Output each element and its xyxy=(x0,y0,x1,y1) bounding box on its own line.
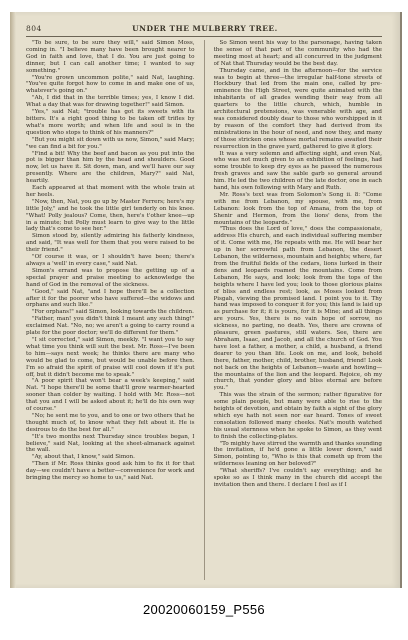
paragraph: "I sit corrected," said Simon, meekly. "I want you to say what time you think will suit the best. Mr. Ross—I've been to him—says next week; he thinks there are many who would be glad to come, but would be unable before then. I'm so afraid the spirit of praise will cool down if it's put off, but it didn't become me to speak." xyxy=(26,336,195,378)
page-number: 804 xyxy=(26,23,42,33)
book-spine-shadow xyxy=(10,12,16,588)
right-column xyxy=(214,40,383,580)
image-caption: 20020060159_P556 xyxy=(143,602,265,617)
paragraph: "What sheriffs? I've couldn't say everything; and he spoke so as I think many in the church did accept the invitation then and there. I declare I feel as if I xyxy=(213,468,382,488)
paragraph: "Good," said Nat, "and I hope there'll be a collection after it for the poorer who have suffered—the widows and orphans and such like." xyxy=(26,288,195,309)
paragraph: "Find a bit! Why the beef and bacon as you put into the pot is bigger than him by the head and shoulders. Good now, let us have it. Sit down, man, and we'll have our say presently. Where are the children, Mary?" said Nat, heartily. xyxy=(26,150,195,185)
paragraph: Each appeared at that moment with the whole train at her heels. xyxy=(26,185,195,198)
paragraph: "Of course it was, or I shouldn't have been; there's always a 'well' in every case," said Nat. xyxy=(26,254,195,267)
running-title: UNDER THE MULBERRY TREE. xyxy=(132,23,278,33)
paragraph: Simon stood by, silently admiring his fatherly kindness, and said, "It was well for them that you were raised to be their friend." xyxy=(26,233,195,254)
paragraph: Thursday came, and in the afternoon—for the service was to begin at three—the irregular half-tone streets of Hockbury that led from the main one, called by pre-eminence the High Street, were quite animated with the inhabitants of all grades wending their way from all quarters to the little church, which, humble in architectural pretensions, was venerable with age, and was considered doubly dear to those who worshipped in it by reason of the comfort they had derived from its ministrations in the hour of need, and now they, and many of those stricken ones whose mortal remains awaited their resurrection in the grave yard, gathered to give it glory. xyxy=(213,67,382,150)
paragraph: "Yes," said Nat; "trouble has got its sweets with its bitters. It's a right good thing to be taken off trifles by what's more worth; and when life and soul is in the question who stops to think of his manners?" xyxy=(26,109,195,136)
paragraph: "But you might sit down with us now, Simon," said Mary; "we can find a bit for you." xyxy=(26,136,195,150)
paragraph: "To mighty have stirred the warmth and thanks sounding the invitation, if he'd gone a little lower down," said Simon, pointing to, "Who is this that cometh up from the wilderness leaning on her beloved?" xyxy=(213,440,382,468)
paragraph: "No; he sent me to you, and to one or two others that he thought much of, to know what they felt about it. He is desirous to do the best for all." xyxy=(26,412,195,433)
paragraph: "Thus does the Lord of love," does the compassionate, address His church, and each individual suffering member of it. Come with me, He repeats with me. He will bear her up in her sorrowful path from Lebanon, the desert Lebanon, the wilderness, mountain and heights; where, far from the fruitful fields of the cedars, lions lurked in their dens and leopards roamed the mountains. Come from Lebanon, He says, and look; look from the tops of the heights where I have led you; look to those glorious plains of bliss and endless rest; look, as Moses looked from Pisgah, viewing the promised land. I point you to it. Thy hand was imposed to conquer it for you; this land is laid up as purchase for it; it is yours, for it is Mine; and all things are yours. Yes, there is no vain hope of sorrow, no sickness, no parting, no death. Yes, there are crowns of pleasure, green pastures, still waters. See, there are Abraham, Isaac, and Jacob, and all the church of God. You have lost a father, a mother, a child, a husband, a friend dearer to you than life. Look on me, and look, behold there, father, mother, child, brother, husband, friend! Look not back on the heights of Lebanon—waste and howling—the mountains of the lion and the leopard. Rejoice, oh my church, that yonder glory and bliss eternal are before you." xyxy=(213,226,382,392)
paragraph: "Ah, I did that in the terrible times; yes, I know I did. What a day that was for drawing together!" said Simon. xyxy=(26,95,195,109)
paragraph: "Now, then, Nat, you go up by Master Ferrers; here's my little Joly," and he took the little girl tenderly on his knee. "What! Polly jealous? Come, then, here's t'other knee—up in a minute; but Polly must learn to give way to the little lady that's come to see her." xyxy=(26,198,195,233)
paragraph: So Simon went his way to the parsonage, having taken the sense of that part of the community who had the meeting most at heart; and all concurred in the judgment of Nat that Thursday would be the best day. xyxy=(213,40,382,67)
page-header xyxy=(26,22,382,34)
text-columns xyxy=(26,40,382,580)
scanned-page xyxy=(10,12,402,588)
paragraph: "It's two months next Thursday since troubles began, I believe," said Nat, looking at the sheet-almanack against the wall. xyxy=(26,433,195,454)
header-rule xyxy=(26,36,382,37)
paragraph: Simon's errand was to propose the getting up of a special prayer and praise meeting to acknowledge the hand of God in the removal of the sickness. xyxy=(26,267,195,288)
paragraph: "A poor spirit that won't bear a week's keeping," said Nat. "I hope there'll be some that'll grow warmer-hearted sooner than colder by waiting. I hold with Mr. Ross—not that you and I will be asked about it; he'll do his own way of course." xyxy=(26,378,195,413)
paragraph: "You're grown uncommon polite," said Nat, laughing. "You've quite forgot how to come in and make one of us, whatever's going on." xyxy=(26,74,195,95)
paragraph: "For orphans!" said Simon, looking towards the children. xyxy=(32,309,194,316)
paragraph: Mr. Ross's text was from Solomon's Song ii. 8: "Come with me from Lebanon, my spouse, with me, from Lebanon: look from the top of Amana, from the top of Shenir and Hermon, from the lions' dens, from the mountains of the leopards." xyxy=(213,191,382,226)
paragraph: It was a very solemn and affecting sight, and even Nat, who was not much given to an exhibition of feelings, had some trouble to keep dry eyes as he passed the numerous fresh graves and saw the sable garb so general around him. He led the two children of the late doctor, one in each hand, his own following with Mary and Ruth. xyxy=(213,150,382,192)
paragraph: "Father, man! you didn't think I meant any such thing!" exclaimed Nat. "No, no; we aren't a going to carry round a plate for the poor doctor; we'll do different for them." xyxy=(26,316,195,337)
paragraph: "Then if Mr. Ross thinks good ask him to fix it for that day—we couldn't have a better—convenience for work and bringing the mercy so home to us," said Nat. xyxy=(26,461,195,482)
paragraph: This was the strain of the sermon; rather figurative for some plain people, but many were able to rise to the heights of devotion, and obtain by faith a sight of the glory which eye hath not seen nor ear heard. Tones of sweet consolation followed many cheeks. Nat's mouth watched his usual sternness when he spoke to Simon, as they went to finish the collecting-plates. xyxy=(213,392,382,440)
column-divider xyxy=(204,40,205,580)
paragraph: "To be sure, to be sure they will," said Simon Moss, coming in. "I believe many have been brought nearer to God in faith and love, that I do. You are just going to dinner, but I can call another time; I wanted to say something." xyxy=(26,40,195,74)
left-column xyxy=(26,40,195,580)
paragraph: "Ay, about that, I know," said Simon. xyxy=(32,454,135,461)
